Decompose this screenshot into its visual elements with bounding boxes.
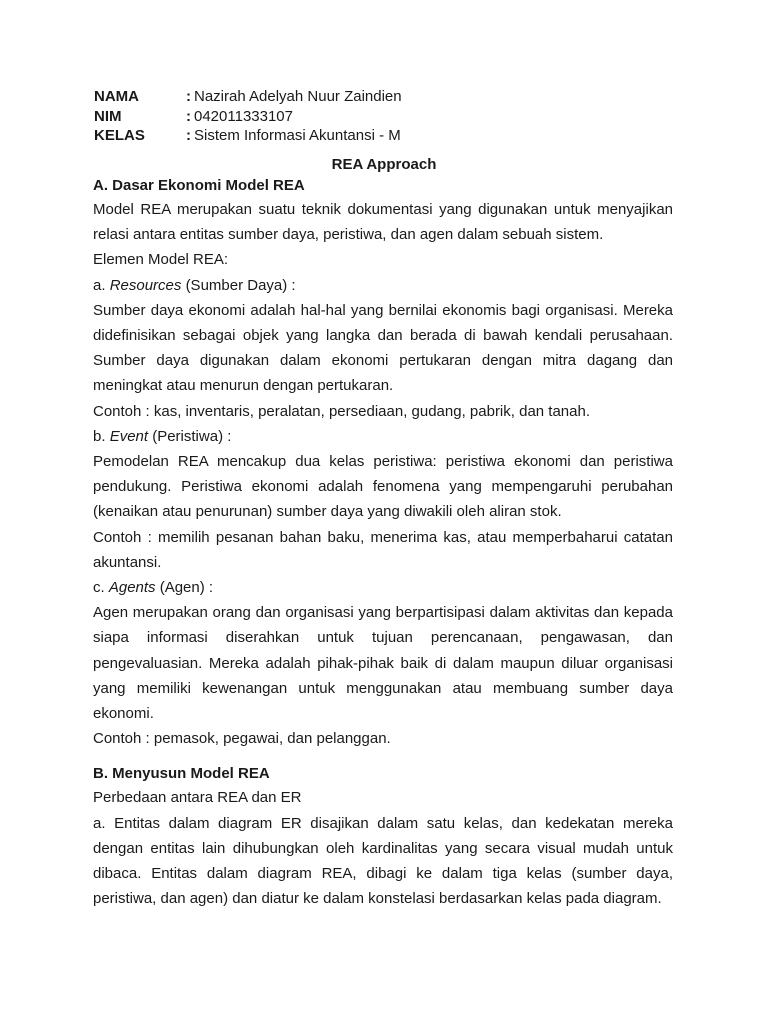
resources-body: Sumber daya ekonomi adalah hal-hal yang bernilai ekonomis bagi organisasi. Mereka didefinisikan sebagai objek yang langka dan berada di bawah kendali perusahaan. Sumber daya digunakan dalam ekonomi pertukaran dengan mitra dagang dan meningkat atau menurun dengan pertukaran. [93, 301, 673, 395]
nama-colon: : [186, 88, 191, 105]
event-prefix: b. [93, 427, 106, 445]
document-body [93, 175, 673, 911]
nim-row [94, 107, 402, 127]
resources-suffix: (Sumber Daya) : [185, 276, 296, 294]
agents-suffix: (Agen) : [159, 579, 214, 597]
document-title: REA Approach [331, 156, 437, 173]
kelas-label: KELAS [94, 127, 145, 144]
nim-colon: : [186, 107, 191, 125]
section-b-heading: B. Menyusun Model REA [93, 765, 270, 783]
nim-value: 042011333107 [194, 107, 293, 125]
agents-prefix: c. [93, 579, 105, 597]
section-b-subheading: Perbedaan antara REA dan ER [93, 789, 302, 807]
resources-term: Resources [109, 276, 182, 294]
event-heading [93, 424, 673, 449]
nim-label: NIM [94, 107, 122, 125]
resources-example: Contoh : kas, inventaris, peralatan, persediaan, gudang, pabrik, dan tanah. [93, 402, 590, 420]
kelas-row [94, 126, 402, 146]
section-a-heading: A. Dasar Ekonomi Model REA [93, 177, 305, 194]
nama-value: Nazirah Adelyah Nuur Zaindien [194, 88, 402, 105]
nama-row [94, 87, 402, 107]
kelas-value: Sistem Informasi Akuntansi - M [194, 127, 401, 144]
agents-body: Agen merupakan orang dan organisasi yang berpartisipasi dalam aktivitas dan kepada siapa informasi diserahkan untuk tujuan perencanaan, pengawasan, dan pengevaluasian. Mereka adalah pihak-pihak baik di dalam maupun diluar organisasi yang memiliki kewenangan untuk menggunakan atau membuang sumber daya ekonomi. [93, 604, 673, 723]
agents-example: Contoh : pemasok, pegawai, dan pelanggan. [93, 730, 391, 748]
section-a-intro: Model REA merupakan suatu teknik dokumentasi yang digunakan untuk menyajikan relasi antara entitas sumber daya, peristiwa, dan agen dalam sebuah sistem. [93, 201, 673, 244]
event-example: Contoh : memilih pesanan bahan baku, menerima kas, atau memperbaharui catatan akuntansi. [93, 528, 673, 571]
event-body: Pemodelan REA mencakup dua kelas peristiwa: peristiwa ekonomi dan peristiwa pendukung. Peristiwa ekonomi adalah fenomena yang mempengaruhi perubahan (kenaikan atau penurunan) sumber daya yang diwakili oleh aliran stok. [93, 453, 673, 521]
agents-term: Agents [108, 579, 156, 597]
resources-prefix: a. [93, 276, 106, 294]
event-term: Event [109, 427, 149, 445]
student-info [94, 87, 402, 146]
elemen-label: Elemen Model REA: [93, 251, 229, 269]
resources-heading [93, 273, 673, 298]
kelas-colon: : [186, 127, 191, 144]
section-b-point-a: a. Entitas dalam diagram ER disajikan dalam satu kelas, dan kedekatan mereka dengan entitas lain dihubungkan oleh kardinalitas yang secara visual mudah untuk dibaca. Entitas dalam diagram REA, dibagi ke dalam tiga kelas (sumber daya, peristiwa, dan agen) dan diatur ke dalam konstelasi berdasarkan kelas pada diagram. [93, 814, 673, 908]
nama-label: NAMA [94, 88, 139, 105]
agents-heading [93, 575, 673, 600]
event-suffix: (Peristiwa) : [152, 427, 232, 445]
